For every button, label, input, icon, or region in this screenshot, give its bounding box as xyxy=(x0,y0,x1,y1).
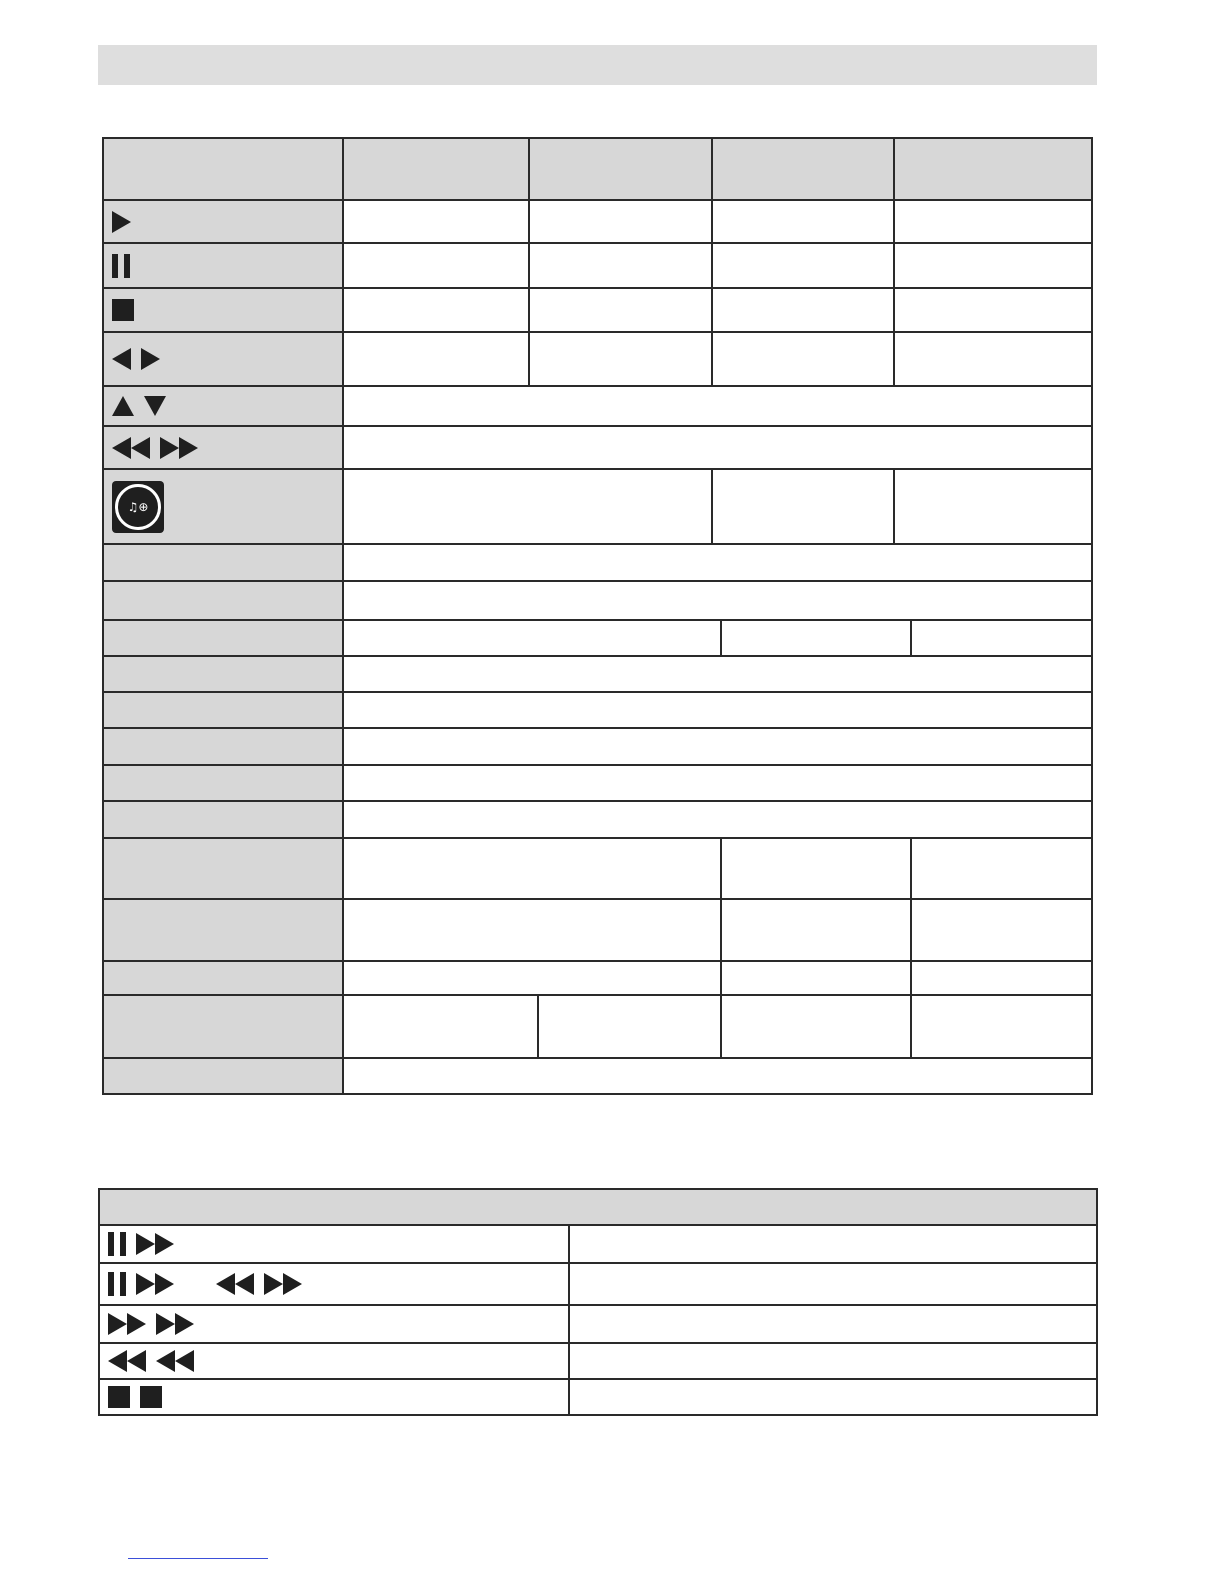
table-cell-span xyxy=(342,691,1093,729)
fast-forward-icon xyxy=(136,1273,174,1295)
table-cell xyxy=(528,331,713,387)
table-cell xyxy=(910,960,1093,996)
fast-forward-icon xyxy=(156,1313,194,1335)
fast-forward-icon xyxy=(108,1313,146,1335)
table-cell xyxy=(568,1378,1098,1416)
table-cell xyxy=(528,287,713,333)
table-cell xyxy=(711,287,895,333)
table-cell xyxy=(568,1342,1098,1380)
table-cell xyxy=(720,898,912,962)
table-cell xyxy=(893,331,1093,387)
table-cell-span xyxy=(342,727,1093,766)
fast-forward-icon xyxy=(264,1273,302,1295)
table-cell xyxy=(893,287,1093,333)
page-header-bar xyxy=(98,45,1097,85)
table-cell-span xyxy=(342,425,1093,470)
table-cell-span xyxy=(342,800,1093,839)
playback-row-label-4 xyxy=(98,1342,570,1380)
row-label xyxy=(102,960,344,996)
down-arrow-icon xyxy=(144,396,166,416)
row-label xyxy=(102,764,344,802)
table-cell-span xyxy=(342,764,1093,802)
row-label xyxy=(102,727,344,766)
footer-link-underline[interactable] xyxy=(128,1558,268,1559)
table-cell xyxy=(711,199,895,244)
table-cell xyxy=(528,199,713,244)
row-label xyxy=(102,1057,344,1095)
rewind-icon xyxy=(216,1273,254,1295)
table-cell xyxy=(720,837,912,900)
playback-row-label-3 xyxy=(98,1304,570,1344)
row-label xyxy=(102,619,344,657)
table-cell xyxy=(910,837,1093,900)
table-cell xyxy=(342,994,539,1059)
row-label-media xyxy=(102,468,344,545)
row-label-rewind-forward xyxy=(102,425,344,470)
table-cell xyxy=(342,331,530,387)
playback-table-header xyxy=(98,1188,1098,1226)
stop-icon xyxy=(108,1386,130,1408)
pause-icon xyxy=(108,1272,126,1296)
table-cell xyxy=(568,1224,1098,1264)
row-label xyxy=(102,898,344,962)
table-header-cell-1 xyxy=(102,137,344,201)
table-cell xyxy=(893,199,1093,244)
table-header-cell-4 xyxy=(711,137,895,201)
table-cell-span xyxy=(342,655,1093,693)
table-cell xyxy=(342,837,722,900)
row-label xyxy=(102,655,344,693)
row-label xyxy=(102,800,344,839)
left-arrow-icon xyxy=(112,348,131,370)
row-label-stop xyxy=(102,287,344,333)
rewind-icon xyxy=(156,1350,194,1372)
row-label xyxy=(102,994,344,1059)
playback-row-label-5 xyxy=(98,1378,570,1416)
pause-icon xyxy=(108,1232,126,1256)
table-cell xyxy=(720,994,912,1059)
row-label xyxy=(102,837,344,900)
table-header-cell-5 xyxy=(893,137,1093,201)
table-header-cell-2 xyxy=(342,137,530,201)
playback-row-label-2 xyxy=(98,1262,570,1306)
table-cell xyxy=(342,287,530,333)
up-arrow-icon xyxy=(112,396,134,416)
stop-icon xyxy=(112,299,134,321)
pause-icon xyxy=(112,254,130,278)
media-icon-glyph: ♫⊕ xyxy=(115,484,161,530)
table-cell-span xyxy=(342,580,1093,621)
table-cell xyxy=(720,960,912,996)
table-cell xyxy=(910,619,1093,657)
stop-icon xyxy=(140,1386,162,1408)
table-cell xyxy=(910,898,1093,962)
row-label-left-right xyxy=(102,331,344,387)
table-cell xyxy=(342,960,722,996)
rewind-icon xyxy=(112,437,150,459)
table-cell xyxy=(568,1304,1098,1344)
table-cell xyxy=(342,468,713,545)
table-cell xyxy=(910,994,1093,1059)
play-icon xyxy=(112,211,131,233)
fast-forward-icon xyxy=(160,437,198,459)
row-label-play xyxy=(102,199,344,244)
table-cell xyxy=(342,199,530,244)
table-cell xyxy=(711,242,895,289)
row-label xyxy=(102,691,344,729)
row-label xyxy=(102,580,344,621)
fast-forward-icon xyxy=(136,1233,174,1255)
rewind-icon xyxy=(108,1350,146,1372)
table-cell xyxy=(342,619,722,657)
table-cell xyxy=(528,242,713,289)
table-cell-span xyxy=(342,1057,1093,1095)
table-cell-span xyxy=(342,543,1093,582)
table-cell xyxy=(893,468,1093,545)
table-cell xyxy=(720,619,912,657)
media-browser-icon xyxy=(112,481,164,533)
playback-row-label-1 xyxy=(98,1224,570,1264)
table-cell xyxy=(711,468,895,545)
table-cell xyxy=(537,994,722,1059)
table-cell xyxy=(893,242,1093,289)
right-arrow-icon xyxy=(141,348,160,370)
row-label-pause xyxy=(102,242,344,289)
table-header-cell-3 xyxy=(528,137,713,201)
table-cell xyxy=(342,242,530,289)
table-cell xyxy=(711,331,895,387)
table-cell xyxy=(568,1262,1098,1306)
table-cell-span xyxy=(342,385,1093,427)
row-label-up-down xyxy=(102,385,344,427)
table-cell xyxy=(342,898,722,962)
row-label xyxy=(102,543,344,582)
